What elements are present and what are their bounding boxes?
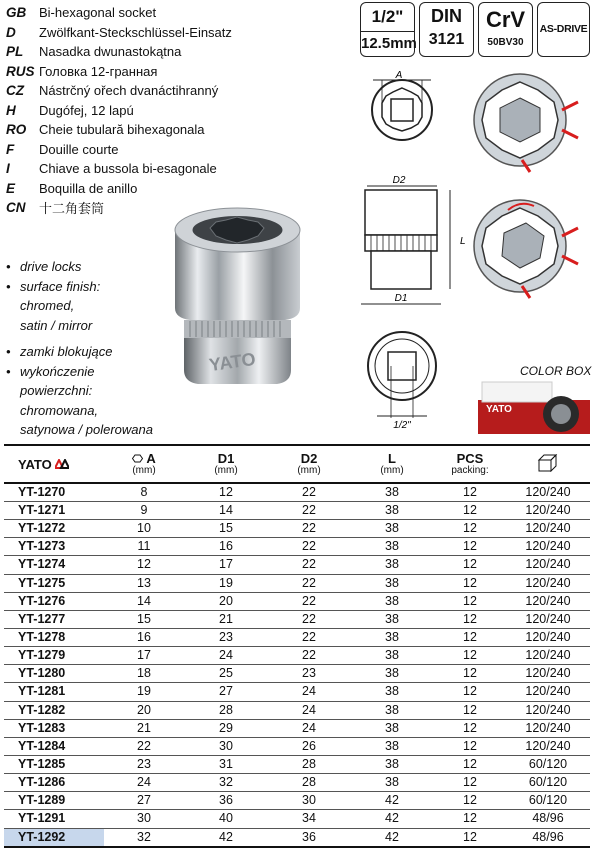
feature-text: satynowa / polerowana [20, 422, 153, 437]
table-cell: 12 [434, 538, 506, 556]
table-row [4, 538, 590, 556]
table-cell: 42 [350, 828, 434, 847]
table-cell: 38 [350, 520, 434, 538]
table-cell: 19 [104, 683, 184, 701]
bullet-icon [6, 401, 20, 421]
label-d2: D2 [392, 175, 406, 186]
material-grade: 50BV30 [487, 37, 524, 48]
table-row [4, 574, 590, 592]
table-cell: 120/240 [506, 592, 590, 610]
table-cell: 24 [184, 647, 268, 665]
table-cell: 38 [350, 538, 434, 556]
table-cell: 38 [350, 610, 434, 628]
table-cell: 23 [104, 755, 184, 773]
table-cell: 12 [434, 719, 506, 737]
language-text: Nasadka dwunastokątna [39, 44, 182, 60]
product-code-cell: YT-1271 [4, 502, 104, 520]
table-cell: 38 [350, 647, 434, 665]
table-cell: 12 [434, 701, 506, 719]
spec-table [4, 444, 590, 848]
table-cell: 30 [268, 792, 350, 810]
table-cell: 22 [268, 610, 350, 628]
grip-diagrams [470, 68, 590, 308]
feature-item [6, 296, 100, 316]
brand-logo-icon [55, 459, 69, 469]
table-cell: 12 [104, 556, 184, 574]
table-cell: 12 [434, 828, 506, 847]
table-cell: 22 [268, 520, 350, 538]
col-l-header [350, 445, 434, 483]
color-box-brand: YATO [486, 404, 512, 415]
table-cell: 120/240 [506, 628, 590, 646]
color-box-label: COLOR BOX [520, 364, 592, 378]
table-cell: 23 [268, 665, 350, 683]
table-cell: 34 [268, 810, 350, 828]
language-text: Zwölfkant-Steckschlüssel-Einsatz [39, 24, 232, 40]
product-code-cell: YT-1283 [4, 719, 104, 737]
table-cell: 120/240 [506, 719, 590, 737]
drive-size-mm: 12.5mm [361, 35, 417, 52]
feature-item [6, 401, 153, 421]
product-code-cell: YT-1273 [4, 538, 104, 556]
language-code: RO [6, 122, 27, 138]
table-cell: 19 [184, 574, 268, 592]
table-cell: 120/240 [506, 556, 590, 574]
feature-text: chromed, [20, 298, 75, 313]
table-cell: 12 [434, 737, 506, 755]
table-cell: 22 [268, 556, 350, 574]
label-l: L [460, 236, 466, 247]
table-cell: 27 [184, 683, 268, 701]
table-cell: 16 [184, 538, 268, 556]
table-cell: 12 [434, 628, 506, 646]
socket-photo [170, 200, 305, 390]
feature-item [6, 277, 100, 297]
table-cell: 22 [268, 538, 350, 556]
table-cell: 15 [184, 520, 268, 538]
as-drive-badge [537, 2, 590, 57]
table-cell: 14 [184, 502, 268, 520]
feature-text: wykończenie [20, 363, 95, 379]
label-a: A [395, 70, 403, 81]
table-cell: 8 [104, 483, 184, 502]
table-row [4, 755, 590, 773]
material-label: CrV [485, 7, 526, 32]
col-d1-label: D1 [217, 451, 235, 466]
table-row [4, 792, 590, 810]
table-cell: 22 [104, 737, 184, 755]
table-cell: 48/96 [506, 828, 590, 847]
features-polish [6, 342, 153, 440]
bullet-icon: • [6, 278, 11, 294]
table-cell: 38 [350, 683, 434, 701]
table-cell: 21 [104, 719, 184, 737]
product-code-cell: YT-1276 [4, 592, 104, 610]
table-cell: 22 [268, 574, 350, 592]
spec-table-body [4, 483, 590, 847]
material-badge [478, 2, 533, 57]
table-cell: 12 [434, 683, 506, 701]
feature-item [6, 316, 100, 336]
features-english [6, 257, 100, 335]
col-a-unit: (mm) [132, 465, 156, 476]
feature-text: drive locks [20, 259, 82, 274]
table-cell: 38 [350, 701, 434, 719]
table-cell: 120/240 [506, 683, 590, 701]
table-cell: 38 [350, 574, 434, 592]
table-cell: 17 [184, 556, 268, 574]
product-code-cell: YT-1272 [4, 520, 104, 538]
table-cell: 16 [104, 628, 184, 646]
table-cell: 12 [434, 502, 506, 520]
table-cell: 120/240 [506, 483, 590, 502]
table-row [4, 719, 590, 737]
feature-item [6, 381, 153, 401]
carton-box-icon [537, 454, 559, 472]
table-cell: 38 [350, 737, 434, 755]
table-header-row [4, 445, 590, 483]
table-cell: 22 [268, 628, 350, 646]
table-cell: 24 [268, 701, 350, 719]
table-cell: 12 [434, 520, 506, 538]
language-code: D [6, 24, 16, 40]
language-text: Cheie tubulară bihexagonala [39, 122, 205, 138]
table-cell: 24 [104, 774, 184, 792]
table-cell: 12 [434, 810, 506, 828]
table-cell: 12 [434, 592, 506, 610]
table-cell: 120/240 [506, 665, 590, 683]
table-cell: 12 [434, 774, 506, 792]
table-cell: 38 [350, 483, 434, 502]
language-row [6, 23, 232, 43]
language-code: RUS [6, 63, 35, 79]
table-row [4, 610, 590, 628]
bullet-icon [6, 420, 20, 440]
language-row [6, 42, 232, 62]
table-cell: 22 [268, 647, 350, 665]
language-text: Nástrčný ořech dvanáctihranný [39, 83, 219, 99]
table-cell: 22 [268, 483, 350, 502]
label-drive: 1/2" [393, 420, 411, 431]
table-cell: 22 [268, 502, 350, 520]
product-code-cell: YT-1278 [4, 628, 104, 646]
product-code-cell: YT-1274 [4, 556, 104, 574]
table-row [4, 628, 590, 646]
table-cell: 120/240 [506, 574, 590, 592]
language-code: I [6, 161, 10, 177]
language-code: CZ [6, 83, 24, 99]
table-cell: 28 [268, 774, 350, 792]
bullet-icon: • [6, 363, 11, 379]
product-code-cell: YT-1285 [4, 755, 104, 773]
table-cell: 12 [434, 792, 506, 810]
table-row [4, 502, 590, 520]
language-text: Boquilla de anillo [39, 180, 138, 196]
table-cell: 60/120 [506, 792, 590, 810]
bullet-icon: • [6, 259, 11, 274]
din-number: 3121 [428, 31, 465, 48]
table-cell: 21 [184, 610, 268, 628]
table-cell: 22 [268, 592, 350, 610]
table-row [4, 774, 590, 792]
table-cell: 24 [268, 683, 350, 701]
socket-engraving: YATO [207, 348, 257, 376]
language-code: E [6, 180, 16, 196]
feature-text: chromowana, [20, 402, 99, 418]
col-a-label: A [146, 451, 156, 466]
label-d1: D1 [394, 293, 408, 304]
table-cell: 28 [268, 755, 350, 773]
product-code-cell: YT-1284 [4, 737, 104, 755]
feature-item [6, 342, 153, 362]
drive-size-inch: 1/2" [361, 3, 414, 32]
table-cell: 42 [350, 792, 434, 810]
table-cell: 42 [184, 828, 268, 847]
language-row [6, 62, 232, 82]
table-cell: 120/240 [506, 701, 590, 719]
feature-text: surface finish: [20, 278, 101, 294]
table-cell: 120/240 [506, 538, 590, 556]
table-cell: 29 [184, 719, 268, 737]
table-cell: 23 [184, 628, 268, 646]
col-d1-header [184, 445, 268, 483]
product-code-cell: YT-1277 [4, 610, 104, 628]
product-code-cell: YT-1281 [4, 683, 104, 701]
table-cell: 38 [350, 592, 434, 610]
language-code: CN [6, 200, 26, 216]
table-row [4, 737, 590, 755]
col-l-label: L [388, 451, 396, 466]
bullet-icon: • [6, 344, 11, 359]
product-code-cell: YT-1280 [4, 665, 104, 683]
table-cell: 17 [104, 647, 184, 665]
table-cell: 120/240 [506, 737, 590, 755]
feature-item [6, 420, 153, 440]
table-cell: 38 [350, 665, 434, 683]
table-cell: 12 [434, 483, 506, 502]
table-cell: 11 [104, 538, 184, 556]
table-cell: 15 [104, 610, 184, 628]
table-cell: 31 [184, 755, 268, 773]
table-cell: 9 [104, 502, 184, 520]
feature-item [6, 362, 153, 382]
product-code-cell: YT-1275 [4, 574, 104, 592]
table-cell: 12 [434, 665, 506, 683]
table-cell: 26 [268, 737, 350, 755]
language-row [6, 179, 232, 199]
table-cell: 12 [434, 556, 506, 574]
table-cell: 60/120 [506, 774, 590, 792]
language-text: Головка 12-гранная [39, 63, 158, 79]
col-l-unit: (mm) [380, 465, 404, 476]
language-row [6, 140, 232, 160]
socket-dimension-diagram [355, 68, 470, 318]
col-d2-header [268, 445, 350, 483]
language-text: Chiave a bussola bi-esagonale [39, 161, 217, 177]
table-cell: 27 [104, 792, 184, 810]
table-cell: 38 [350, 628, 434, 646]
feature-text: satin / mirror [20, 317, 93, 333]
table-cell: 24 [268, 719, 350, 737]
product-code-cell: YT-1279 [4, 647, 104, 665]
table-cell: 38 [350, 502, 434, 520]
table-cell: 38 [350, 719, 434, 737]
table-row [4, 683, 590, 701]
language-code: H [6, 102, 16, 118]
language-row [6, 120, 232, 140]
table-cell: 13 [104, 574, 184, 592]
brand-header [4, 445, 104, 483]
col-pcs-label: PCS [456, 451, 484, 466]
table-cell: 25 [184, 665, 268, 683]
col-box-header [506, 445, 590, 483]
language-row [6, 81, 232, 101]
table-cell: 20 [104, 701, 184, 719]
table-cell: 32 [184, 774, 268, 792]
col-d2-label: D2 [300, 451, 318, 466]
table-cell: 20 [184, 592, 268, 610]
table-cell: 120/240 [506, 647, 590, 665]
col-pcs-packing: packing: [451, 465, 489, 476]
language-row [6, 159, 232, 179]
table-cell: 12 [434, 574, 506, 592]
table-row [4, 520, 590, 538]
table-row [4, 647, 590, 665]
col-d2-unit: (mm) [297, 465, 321, 476]
table-cell: 38 [350, 755, 434, 773]
language-text: Bi-hexagonal socket [39, 5, 157, 21]
product-code-cell: YT-1289 [4, 792, 104, 810]
table-cell: 14 [104, 592, 184, 610]
table-row [4, 665, 590, 683]
table-cell: 12 [434, 610, 506, 628]
col-a-header [104, 445, 184, 483]
table-cell: 38 [350, 774, 434, 792]
language-text: 十二角套筒 [39, 201, 105, 217]
product-code-cell: YT-1270 [4, 483, 104, 502]
col-d1-unit: (mm) [214, 465, 238, 476]
table-cell: 120/240 [506, 502, 590, 520]
language-code: F [6, 141, 15, 157]
feature-text: zamki blokujące [20, 344, 113, 359]
table-cell: 36 [184, 792, 268, 810]
brand-logo-text: YATO [18, 456, 52, 472]
table-cell: 30 [184, 737, 268, 755]
product-code-cell: YT-1291 [4, 810, 104, 828]
din-badge [419, 2, 474, 57]
bullet-icon [6, 296, 20, 316]
color-box-image [476, 378, 590, 436]
bullet-icon [6, 381, 20, 401]
language-row [6, 3, 232, 23]
product-code-cell: YT-1286 [4, 774, 104, 792]
table-cell: 42 [350, 810, 434, 828]
product-code-cell: YT-1282 [4, 701, 104, 719]
language-text: Douille courte [39, 141, 119, 157]
table-cell: 12 [434, 647, 506, 665]
language-text: Dugófej, 12 lapú [39, 102, 134, 118]
din-label: DIN [431, 6, 462, 26]
table-row [4, 701, 590, 719]
feature-text: powierzchni: [20, 383, 93, 398]
socket-top-view-diagram [355, 326, 455, 431]
language-row [6, 101, 232, 121]
table-cell: 10 [104, 520, 184, 538]
table-cell: 36 [268, 828, 350, 847]
table-cell: 32 [104, 828, 184, 847]
col-pcs-header [434, 445, 506, 483]
table-cell: 12 [184, 483, 268, 502]
table-row [4, 810, 590, 828]
table-cell: 38 [350, 556, 434, 574]
table-cell: 12 [434, 755, 506, 773]
table-cell: 30 [104, 810, 184, 828]
table-cell: 60/120 [506, 755, 590, 773]
table-row [4, 592, 590, 610]
as-drive-label: AS-DRIVE [539, 23, 588, 35]
table-cell: 18 [104, 665, 184, 683]
language-code: GB [6, 5, 27, 21]
opening-icon [132, 454, 143, 463]
table-row [4, 828, 590, 847]
feature-item [6, 257, 100, 277]
bullet-icon [6, 316, 20, 336]
language-code: PL [6, 44, 24, 60]
table-cell: 28 [184, 701, 268, 719]
table-cell: 120/240 [506, 610, 590, 628]
table-row [4, 483, 590, 502]
table-row [4, 556, 590, 574]
table-cell: 40 [184, 810, 268, 828]
table-cell: 120/240 [506, 520, 590, 538]
product-code-cell: YT-1292 [4, 828, 104, 847]
language-list [6, 3, 232, 218]
drive-size-badge [360, 2, 415, 57]
table-cell: 48/96 [506, 810, 590, 828]
